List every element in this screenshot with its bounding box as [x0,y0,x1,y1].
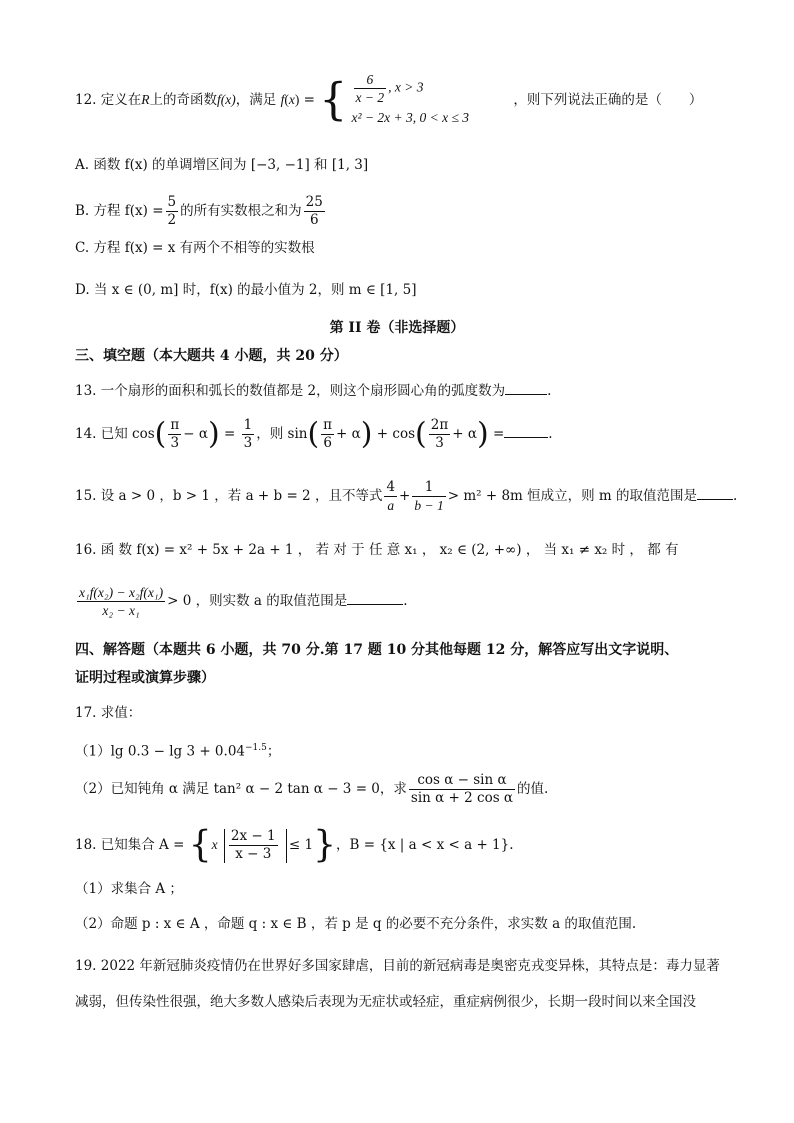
q17-head: 17. 求值： [75,705,142,721]
piecewise-cases: $\frac{6}{x - 2}$ , x > 3 x² − 2x + 3, 0 < x ≤ 3 [351,72,470,125]
section4-title-line1: 四、解答题（本题共 6 小题，共 70 分.第 17 题 10 分其他每题 12 分，解答应写出文字说明、 [75,642,679,658]
q12-option-b: B. 方程 f(x) = $\frac{5}{2}$ 的所有实数根之和为 $\frac{25}{6}$ [75,194,323,228]
answer-blank [504,423,548,438]
q12-option-c: C. 方程 f(x) = x 有两个不相等的实数根 [75,240,315,256]
answer-blank [505,380,547,395]
q16-line2: $\frac{\text{x₁f(x₂) − x₂f(x₁)}}{\text{x₂ − x₁}}$ > 0 ，则实数 a 的取值范围是 . [79,585,408,618]
q13: 13. 一个扇形的面积和弧长的数值都是 2，则这个扇形圆心角的弧度数为 . [75,380,725,401]
q16-line1: 16. 函 数 f(x) = x² + 5x + 2a + 1 ， 若 对 于 任 意 x₁ ， x₂ ∈ (2, +∞) ， 当 x₁ ≠ x₂ 时 ， 都 有 [75,542,679,558]
q17-part2: （2）已知钝角 α 满足 tan² α − 2 tan α − 3 = 0，求 $\frac{\text{cos α − sin α}}{\text{sin α + 2 cos α}}$ 的值. [75,772,549,806]
q15: 15. 设 a > 0 ，b > 1 ，若 a + b = 2 ，且不等式 $\frac{4}{a}$ + $\frac{1}{b - 1}$ > m² + 8m 恒成立，则 m 的取值范围是 . [75,479,738,513]
q18-part2: （2）命题 p : x ∈ A ，命题 q : x ∈ B ，若 p 是 q 的必要不充分条件，求实数 a 的取值范围. [75,916,637,932]
q12-option-d: D. 当 x ∈ (0, m] 时，f(x) 的最小值为 2，则 m ∈ [1, 5] [75,282,417,298]
q14: 14. 已知 cos( $\frac{\pi}{3}$ − α) = $\frac{1}{3}$ ，则 sin( $\frac{\pi}{6}$ + α) + cos( $\frac{2\pi}{3}$ + α) = . [75,416,553,452]
answer-blank [347,590,403,605]
part2-title: 第 II 卷（非选择题） [329,320,465,336]
section3-title: 三、填空题（本大题共 4 小题，共 20 分） [75,348,348,364]
q19: 19. 2022 年新冠肺炎疫情仍在世界好多国家肆虐，目前的新冠病毒是奥密克戎变异株，其特点是：毒力显著减弱，但传染性很强，绝大多数人感染后表现为无症状或轻症，重症病例很少，长期一段时间以来全国没 [75,958,720,1010]
piecewise-brace: { [319,74,348,126]
q18-stem: 18. 已知集合 A = {x $\frac{2x - 1}{x - 3}$ ≤ 1}，B = {x | a < x < a + 1}. [75,824,514,866]
q17-part1: （1）lg $0.3 - \lg 3 + 0.04^{-1.5}$； [75,743,281,760]
q12-option-a: A. 函数 f(x) 的单调增区间为 [−3, −1] 和 [1, 3] [75,157,369,173]
q12-stem: 12. 定义在R上的奇函数f(x)，满足 f(x) = { $\frac{6}{x - 2}$ , x > 3 x² − 2x + 3, 0 < x ≤ 3 ，则下列说法正确的是（ ） [75,70,725,131]
section4-title-line2: 证明过程或演算步骤） [75,670,215,686]
q18-part1: （1）求集合 A ； [75,881,183,897]
answer-blank [697,485,733,500]
